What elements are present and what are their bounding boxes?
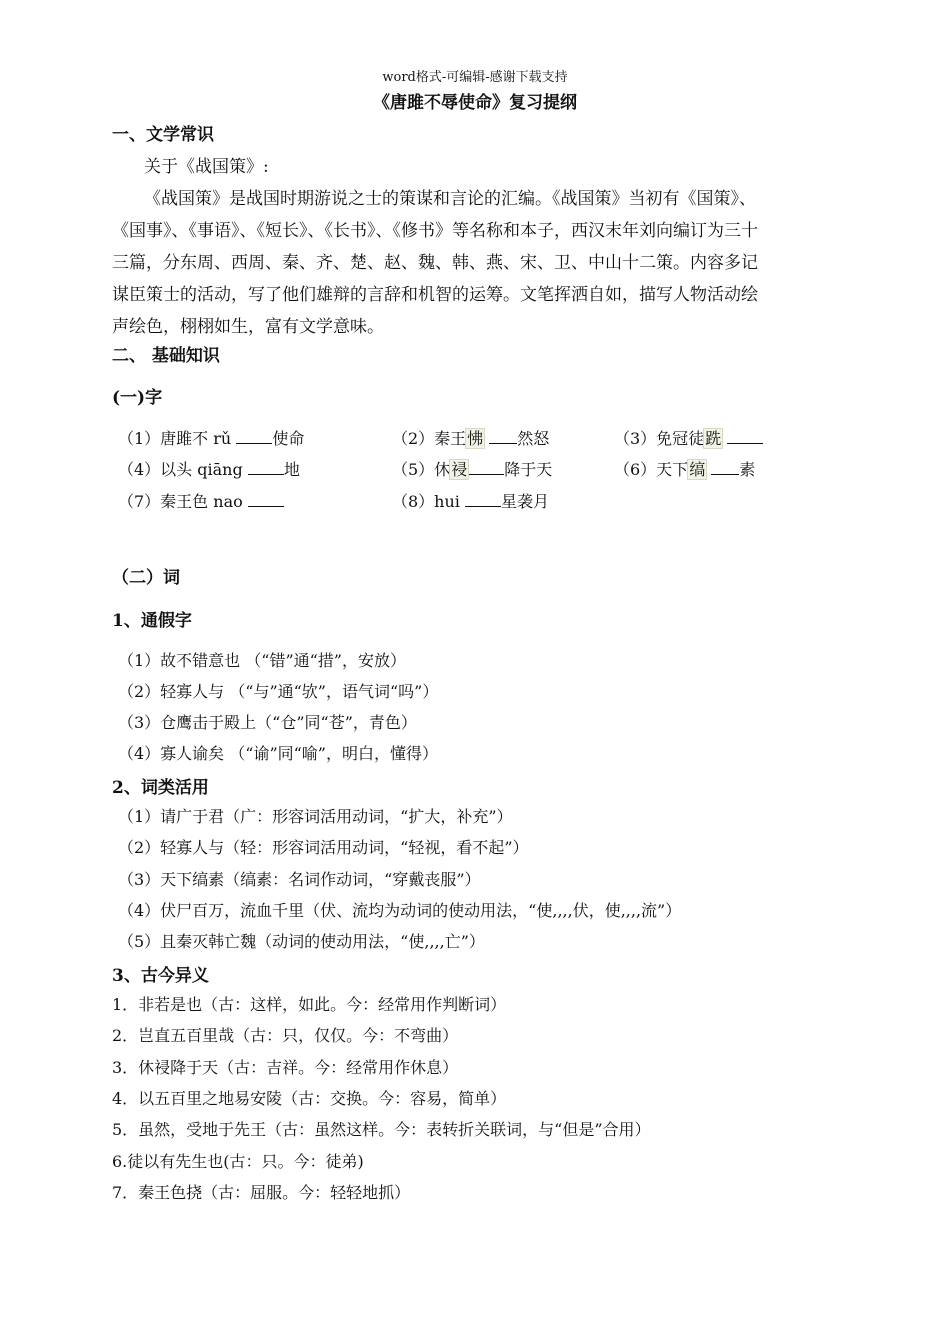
heading-huoyong: 2、词类活用 — [112, 778, 209, 798]
list-item: （3）天下缟素（缟素：名词作动词，“穿戴丧服”） — [118, 870, 481, 889]
document-title: 《唐雎不辱使命》复习提纲 — [373, 93, 577, 113]
list-item: （2）轻寡人与（轻：形容词活用动词，“轻视，看不起”） — [118, 838, 529, 857]
char-item-4: （4）以头 qiāng 地 — [118, 460, 300, 479]
highlighted-character: 缟 — [689, 460, 706, 479]
paragraph-line: 谋臣策士的活动，写了他们雄辩的言辞和机智的运筹。文笔挥洒自如，描写人物活动绘 — [112, 285, 758, 305]
section-heading-literature: 一、文学常识 — [112, 125, 214, 145]
intro-line: 关于《战国策》: — [144, 157, 269, 177]
list-item: 3．休祲降于天（古：吉祥。今：经常用作休息） — [112, 1058, 459, 1077]
char-item-2: （2）秦王怫 然怒 — [392, 429, 550, 448]
section-heading-basics: 二、 基础知识 — [112, 346, 220, 366]
char-item-3: （3）免冠徒跣 — [614, 426, 763, 449]
highlighted-character: 祲 — [451, 460, 468, 479]
fill-blank[interactable] — [248, 460, 284, 475]
fill-blank[interactable] — [489, 429, 517, 444]
list-item: 2．岂直五百里哉（古：只，仅仅。今：不弯曲） — [112, 1026, 459, 1045]
char-item-6: （6）天下缟 素 — [614, 460, 756, 479]
fill-blank[interactable] — [468, 460, 504, 475]
subsection-heading-characters: (一)字 — [112, 388, 163, 408]
heading-gujin: 3、古今异义 — [112, 966, 209, 986]
char-item-8: （8）hui 星袭月 — [392, 492, 550, 511]
char-item-7: （7）秦王色 nao — [118, 489, 284, 512]
list-item: （2）轻寡人与 （“与”通“欤”，语气词“吗”） — [118, 682, 439, 701]
list-item: 5．虽然，受地于先王（古：虽然这样。今：表转折关联词，与“但是”合用） — [112, 1120, 651, 1139]
char-item-1: （1）唐雎不 rǔ 使命 — [118, 429, 305, 448]
paragraph-line: 《战国策》是战国时期游说之士的策谋和言论的汇编。《战国策》当初有《国策》、 — [144, 189, 756, 209]
fill-blank[interactable] — [248, 492, 284, 507]
list-item: （3）仓鹰击于殿上（“仓”同“苍”，青色） — [118, 713, 417, 732]
subsection-heading-words: （二）词 — [112, 568, 180, 588]
heading-tongjia: 1、通假字 — [112, 611, 192, 631]
fill-blank[interactable] — [465, 492, 501, 507]
list-item: （1）故不错意也 （“错”通“措”，安放） — [118, 651, 406, 670]
list-item: （1）请广于君（广：形容词活用动词，“扩大，补充”） — [118, 807, 513, 826]
fill-blank[interactable] — [236, 429, 272, 444]
highlighted-character: 跣 — [705, 429, 722, 448]
paragraph-line: 《国事》、《事语》、《短长》、《长书》、《修书》等名称和本子，西汉末年刘向编订为三十 — [112, 221, 758, 241]
char-item-5: （5）休祲 降于天 — [392, 460, 553, 479]
list-item: （4）伏尸百万，流血千里（伏、流均为动词的使动用法，“使,,,,伏，使,,,,流”） — [118, 901, 682, 920]
page-header: word格式-可编辑-感谢下载支持 — [382, 70, 568, 85]
fill-blank[interactable] — [727, 429, 763, 444]
list-item: （4）寡人谕矣 （“谕”同“喻”，明白，懂得） — [118, 744, 438, 763]
list-item: 6.徒以有先生也(古：只。今：徒弟) — [112, 1152, 364, 1171]
highlighted-character: 怫 — [467, 429, 484, 448]
paragraph-line: 声绘色，栩栩如生，富有文学意味。 — [112, 317, 384, 337]
list-item: （5）且秦灭韩亡魏（动词的使动用法，“使,,,,亡”） — [118, 932, 485, 951]
paragraph-line: 三篇，分东周、西周、秦、齐、楚、赵、魏、韩、燕、宋、卫、中山十二策。内容多记 — [112, 253, 758, 273]
list-item: 1．非若是也（古：这样，如此。今：经常用作判断词） — [112, 995, 507, 1014]
list-item: 7．秦王色挠（古：屈服。今：轻轻地抓） — [112, 1183, 411, 1202]
list-item: 4．以五百里之地易安陵（古：交换。今：容易，简单） — [112, 1089, 507, 1108]
fill-blank[interactable] — [711, 460, 739, 475]
